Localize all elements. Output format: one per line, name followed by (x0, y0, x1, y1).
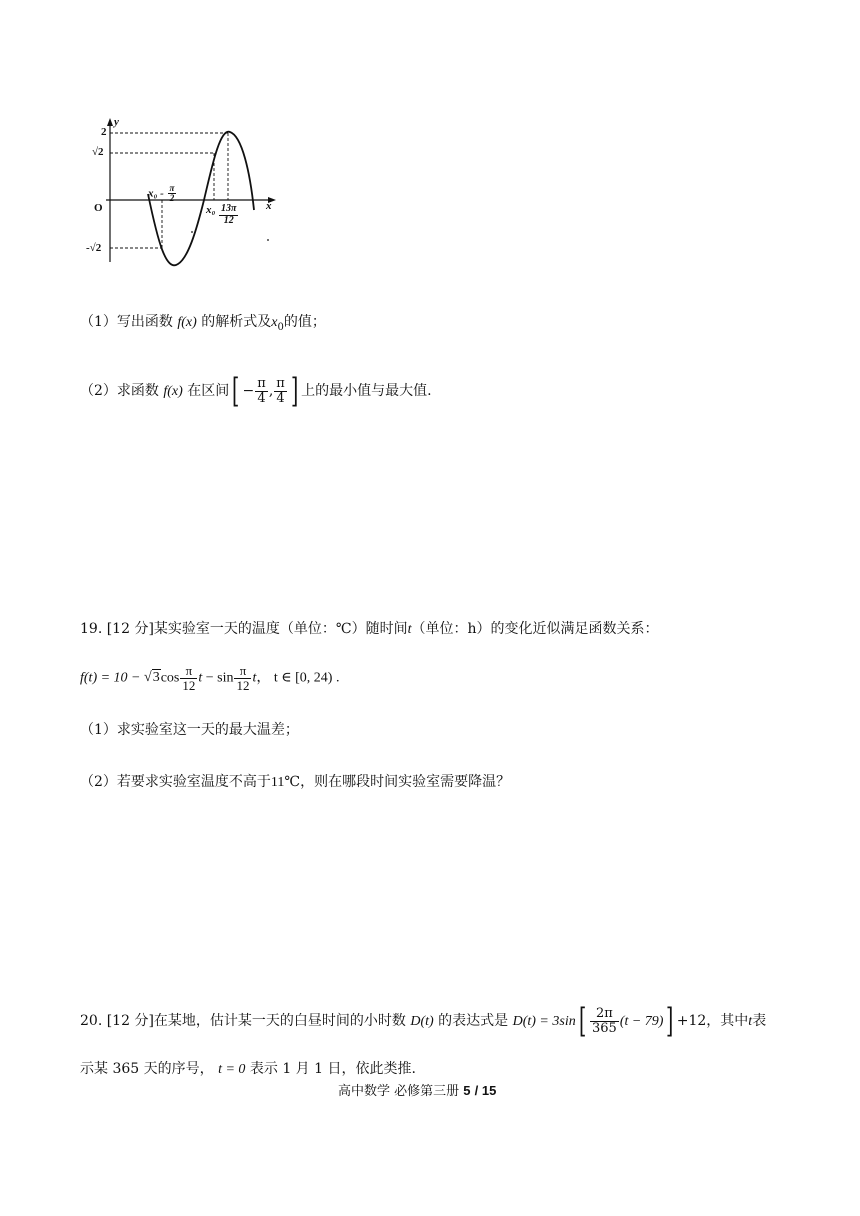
x-axis-label: x (266, 200, 272, 212)
question-number: 19. (80, 621, 103, 637)
q19-part1: （1）求实验室这一天的最大温差； (80, 722, 299, 738)
x0-label: x₀ (206, 204, 216, 216)
x0-minus-label: x₀ - $\frac{\pi}{2}$ (148, 183, 175, 204)
y-axis-label: y (114, 116, 119, 128)
score: [12 分] (106, 1013, 154, 1029)
sine-graph (80, 112, 280, 272)
origin-label: O (94, 202, 103, 214)
q18-part1: （1）写出函数 f(x) 的解析式及$x_0$的值； (80, 314, 326, 333)
tick-2: 2 (101, 126, 107, 138)
q18-part2: （2）求函数 f(x) 在区间[ − $\frac{\pi}{4}$ , $\frac{\pi}{4}$ ] 上的最小值与最大值. (80, 371, 432, 411)
page-number: 5 (463, 1083, 471, 1098)
tick-sqrt2: √2 (92, 146, 104, 158)
q19-stem: 19. [12 分]某实验室一天的温度（单位：℃）随时间t（单位：h）的变化近似满足函数关系： (80, 621, 659, 637)
q19-formula: f(t) = 10 − √3cos $\frac{\pi}{12}$ t − sin $\frac{\pi}{12}$ t， t ∈ [0, 24) . (80, 663, 340, 693)
q19-part2: （2）若要求实验室温度不高于11℃，则在哪段时间实验室需要降温？ (80, 774, 511, 790)
score: [12 分] (106, 621, 154, 637)
tick-neg-sqrt2: -√2 (86, 242, 102, 254)
q20-stem: 20. [12 分]在某地，估计某一天的白昼时间的小时数 D(t) 的表达式是 D(t) = 3sin[ $\frac{2\pi}{365}$ (t − 79)] +12，其中t表 (80, 1001, 767, 1041)
thirteen-pi-label: $\frac{13\pi}{12}$ (221, 203, 237, 226)
page-footer: 高中数学 必修第三册 5 / 15 (338, 1083, 497, 1099)
question-number: 20. (80, 1013, 103, 1029)
q20-line2: 示某 365 天的序号， t = 0 表示 1 月 1 日，依此类推. (80, 1061, 416, 1077)
page-total: / 15 (474, 1083, 497, 1098)
